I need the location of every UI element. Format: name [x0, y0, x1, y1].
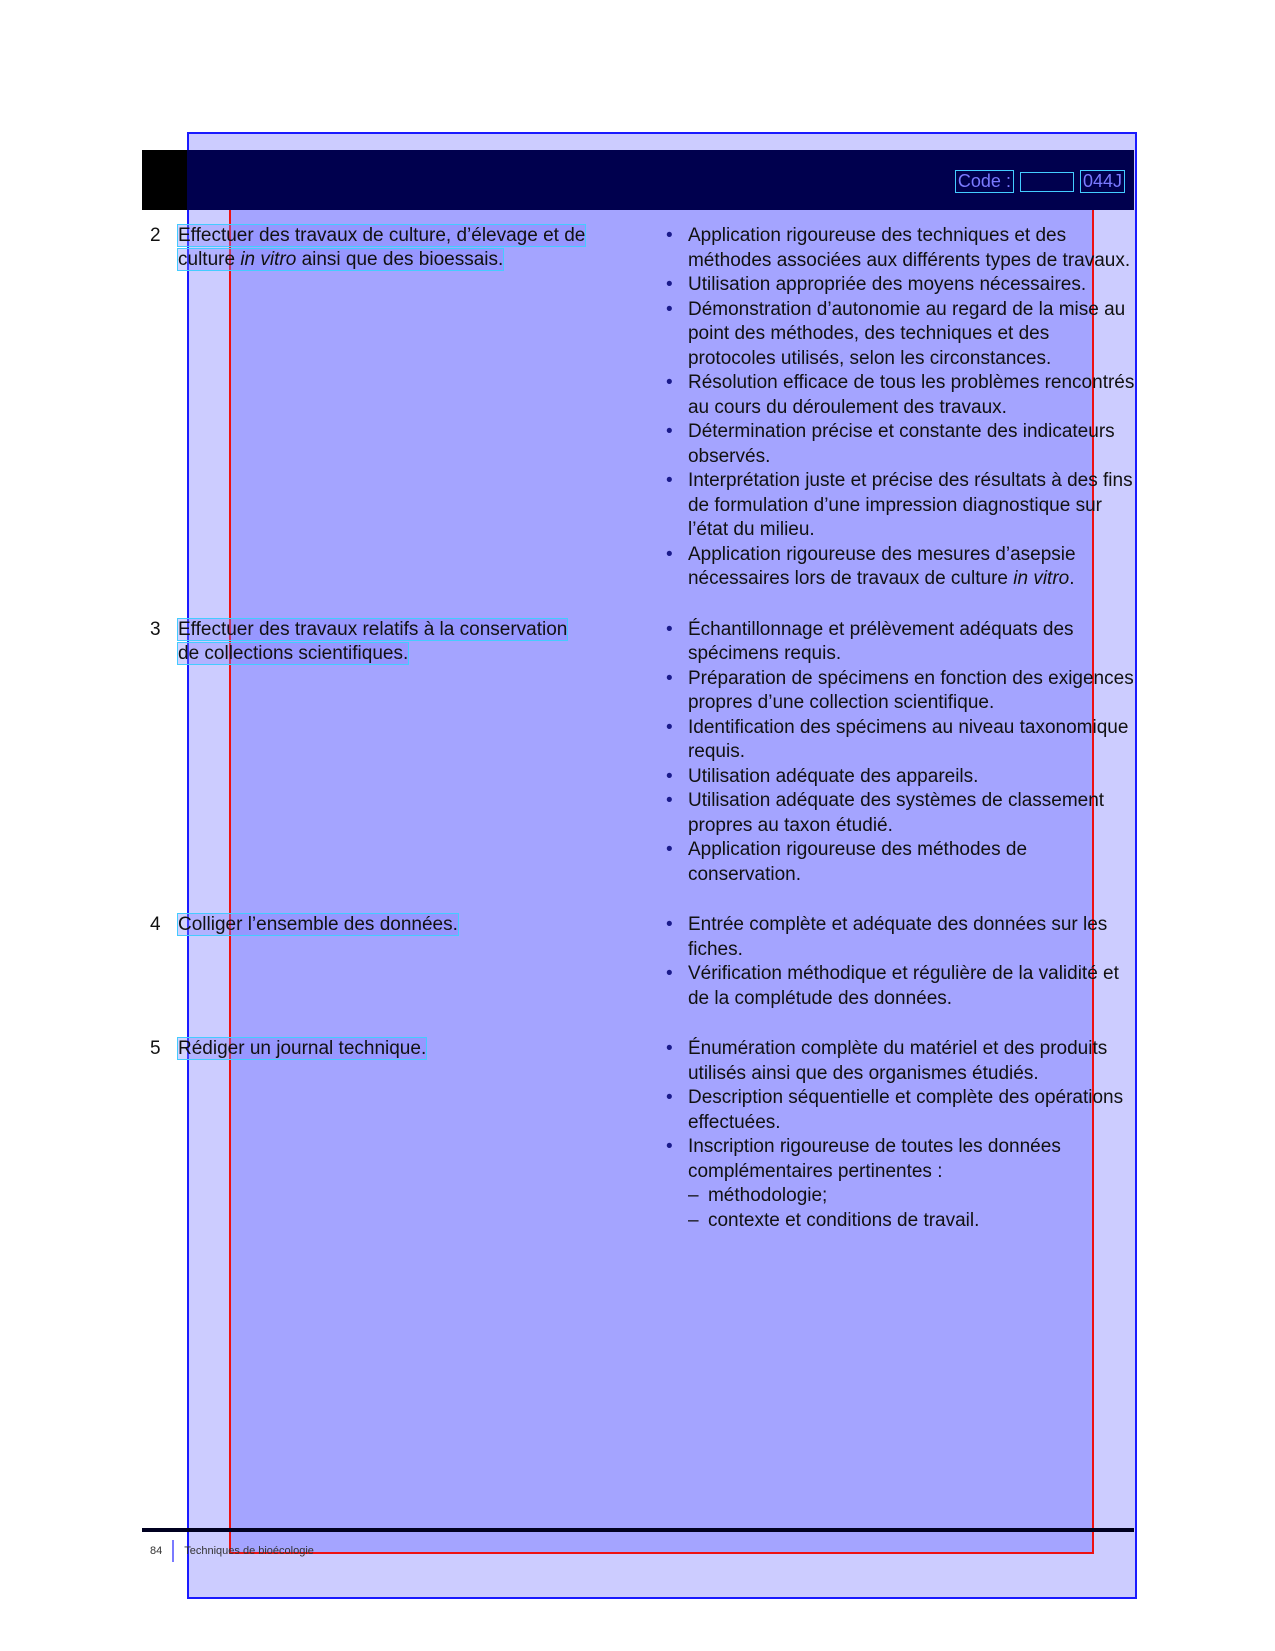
element-text: Rédiger un journal technique.	[178, 1038, 427, 1059]
sub-list-item-text: contexte et conditions de travail.	[707, 1209, 980, 1231]
element-text: Effectuer des travaux de culture, d’élevage et de	[178, 225, 586, 246]
list-item: • Inscription rigoureuse de toutes les données complémentaires pertinentes :	[666, 1135, 1135, 1184]
sub-list-item-text: méthodologie;	[707, 1185, 828, 1206]
list-item: • Utilisation appropriée des moyens nécessaires.	[666, 273, 1135, 298]
list-item: • Application rigoureuse des techniques et des méthodes associées aux différents types de travaux.	[666, 224, 1135, 273]
list-item	[666, 543, 1135, 592]
list-item: • Utilisation adéquate des systèmes de classement propres au taxon étudié.	[666, 789, 1135, 838]
list-item-text: .	[1069, 568, 1075, 589]
code-gap	[1020, 172, 1074, 192]
list-item: • Résolution efficace de tous les problèmes rencontrés au cours du déroulement des travaux.	[666, 371, 1135, 420]
sub-list	[666, 1184, 1135, 1233]
table-row	[150, 1037, 1135, 1233]
page-number: 84	[150, 1545, 163, 1557]
list-item: • Application rigoureuse des méthodes de conservation.	[666, 838, 1135, 887]
competency-table	[150, 224, 1135, 1233]
list-item: • Échantillonnage et prélèvement adéquats des spécimens requis.	[666, 618, 1135, 667]
dash-marker: –	[687, 1209, 699, 1231]
list-item: • Énumération complète du matériel et des produits utilisés ainsi que des organismes étudiés.	[666, 1037, 1135, 1086]
list-item: • Démonstration d’autonomie au regard de la mise au point des méthodes, des techniques et des protocoles utilisés, selon les circonstances.	[666, 298, 1135, 372]
list-item: • Interprétation juste et précise des résultats à des fins de formulation d’une impression diagnostique sur l’état du milieu.	[666, 469, 1135, 543]
table-row	[150, 224, 1135, 592]
criteria-cell	[666, 1037, 1135, 1233]
element-text-part: culture	[178, 249, 236, 270]
table-row	[150, 913, 1135, 1011]
element-number: 2	[150, 225, 161, 246]
list-item: • Préparation de spécimens en fonction des exigences propres d’une collection scientifique.	[666, 667, 1135, 716]
code-value: 044J	[1080, 170, 1125, 193]
footer-separator	[172, 1540, 174, 1562]
sub-list-item	[688, 1209, 1135, 1234]
criteria-cell	[666, 224, 1135, 592]
table-row	[150, 618, 1135, 888]
list-item: • Entrée complète et adéquate des données sur les fiches.	[666, 913, 1135, 962]
sub-list-item	[688, 1184, 1135, 1209]
document-title: Techniques de bioécologie	[184, 1545, 314, 1557]
criteria-cell	[666, 618, 1135, 888]
element-text	[178, 249, 503, 270]
code-label-text: Code :	[955, 170, 1014, 193]
list-item: • Vérification méthodique et régulière de la validité et de la complétude des données.	[666, 962, 1135, 1011]
element-text-italic: in vitro	[240, 249, 297, 270]
code-label	[955, 170, 1125, 193]
element-text: de collections scientifiques.	[178, 642, 409, 664]
element-cell	[150, 618, 644, 888]
page-footer	[150, 1540, 314, 1562]
element-text: Colliger l’ensemble des données.	[178, 914, 458, 935]
element-text: Effectuer des travaux relatifs à la conservation	[178, 618, 568, 640]
element-number: 3	[150, 618, 161, 640]
list-item: • Détermination précise et constante des indicateurs observés.	[666, 420, 1135, 469]
element-number: 4	[150, 914, 161, 935]
element-cell	[150, 913, 644, 1011]
element-text-part: ainsi que des bioessais.	[301, 249, 504, 270]
dash-marker: –	[687, 1185, 699, 1206]
list-item: • Description séquentielle et complète des opérations effectuées.	[666, 1086, 1135, 1135]
footer-rule	[142, 1528, 1134, 1532]
element-cell	[150, 224, 644, 592]
list-item-text: Application rigoureuse des mesures d’asepsie nécessaires lors de travaux de culture	[687, 543, 1076, 589]
list-item-italic: in vitro	[1013, 568, 1070, 589]
list-item: • Utilisation adéquate des appareils.	[666, 765, 1135, 790]
element-number: 5	[150, 1038, 161, 1059]
criteria-cell	[666, 913, 1135, 1011]
list-item: • Identification des spécimens au niveau taxonomique requis.	[666, 716, 1135, 765]
element-cell	[150, 1037, 644, 1233]
